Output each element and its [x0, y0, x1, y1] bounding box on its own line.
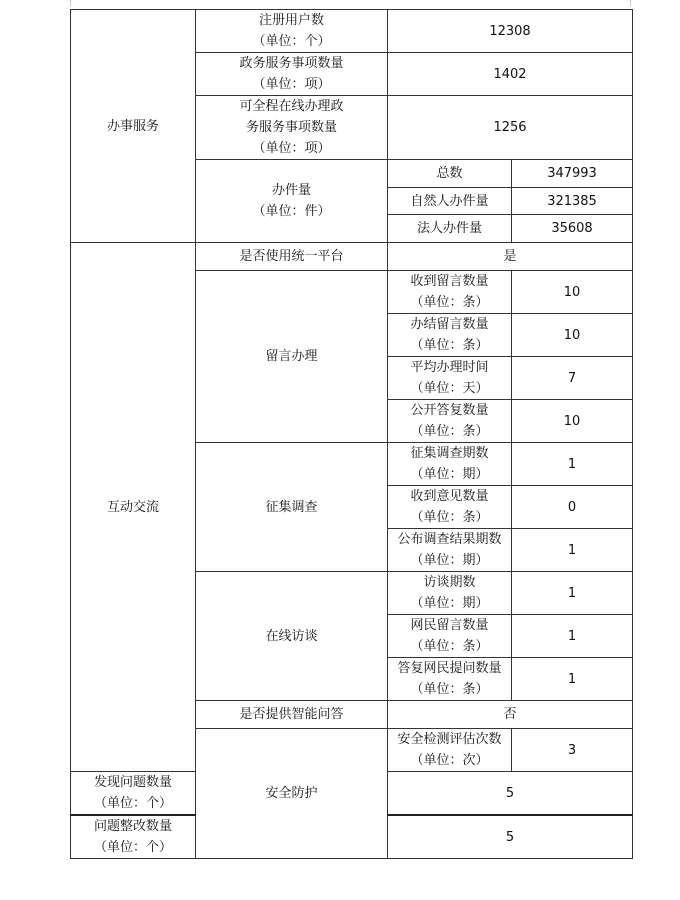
unified-platform-value: 是: [388, 243, 633, 271]
survey-periods-value: 1: [512, 443, 633, 486]
cases-natural-value: 321385: [512, 188, 633, 215]
interview-messages-value: 1: [512, 615, 633, 658]
survey-periods-label: 征集调查期数 （单位：期）: [388, 443, 512, 486]
registered-users-label: 注册用户数 （单位：个）: [196, 10, 388, 53]
cases-total-value: 347993: [512, 160, 633, 188]
survey-label: 征集调查: [196, 443, 388, 572]
security-tests-value: 3: [512, 729, 633, 772]
messages-avg-time-value: 7: [512, 357, 633, 400]
issues-fixed-label: 问题整改数量 （单位：个）: [71, 815, 196, 859]
issues-found-value: 5: [388, 772, 633, 816]
issues-found-label: 发现问题数量 （单位：个）: [71, 772, 196, 816]
messages-received-value: 10: [512, 271, 633, 314]
issues-fixed-value: 5: [388, 815, 633, 859]
cases-legal-label: 法人办件量: [388, 215, 512, 243]
cases-legal-value: 35608: [512, 215, 633, 243]
registered-users-value: 12308: [388, 10, 633, 53]
unified-platform-label: 是否使用统一平台: [196, 243, 388, 271]
interview-messages-label: 网民留言数量 （单位：条）: [388, 615, 512, 658]
page-corner-right: [630, 0, 631, 6]
survey-opinions-label: 收到意见数量 （单位：条）: [388, 486, 512, 529]
online-items-label: 可全程在线办理政 务服务事项数量 （单位：项）: [196, 96, 388, 160]
online-items-value: 1256: [388, 96, 633, 160]
smart-qa-value: 否: [388, 701, 633, 729]
service-items-label: 政务服务事项数量 （单位：项）: [196, 53, 388, 96]
survey-results-value: 1: [512, 529, 633, 572]
messages-public-reply-label: 公开答复数量 （单位：条）: [388, 400, 512, 443]
interview-periods-label: 访谈期数 （单位：期）: [388, 572, 512, 615]
messages-label: 留言办理: [196, 271, 388, 443]
interview-replies-value: 1: [512, 658, 633, 701]
survey-opinions-value: 0: [512, 486, 633, 529]
section-security-label: 安全防护: [196, 729, 388, 859]
messages-closed-value: 10: [512, 314, 633, 357]
messages-closed-label: 办结留言数量 （单位：条）: [388, 314, 512, 357]
section-interaction-label: 互动交流: [71, 243, 196, 772]
cases-natural-label: 自然人办件量: [388, 188, 512, 215]
statistics-table: [70, 9, 633, 859]
interview-replies-label: 答复网民提问数量 （单位：条）: [388, 658, 512, 701]
page-corner-left: [70, 0, 71, 6]
table-row: [71, 243, 633, 271]
cases-label: 办件量 （单位：件）: [196, 160, 388, 243]
section-service-label: 办事服务: [71, 10, 196, 243]
smart-qa-label: 是否提供智能问答: [196, 701, 388, 729]
interview-periods-value: 1: [512, 572, 633, 615]
survey-results-label: 公布调查结果期数 （单位：期）: [388, 529, 512, 572]
messages-public-reply-value: 10: [512, 400, 633, 443]
table-row: [71, 10, 633, 53]
service-items-value: 1402: [388, 53, 633, 96]
security-tests-label: 安全检测评估次数 （单位：次）: [388, 729, 512, 772]
messages-avg-time-label: 平均办理时间 （单位：天）: [388, 357, 512, 400]
messages-received-label: 收到留言数量 （单位：条）: [388, 271, 512, 314]
interview-label: 在线访谈: [196, 572, 388, 701]
cases-total-label: 总数: [388, 160, 512, 188]
